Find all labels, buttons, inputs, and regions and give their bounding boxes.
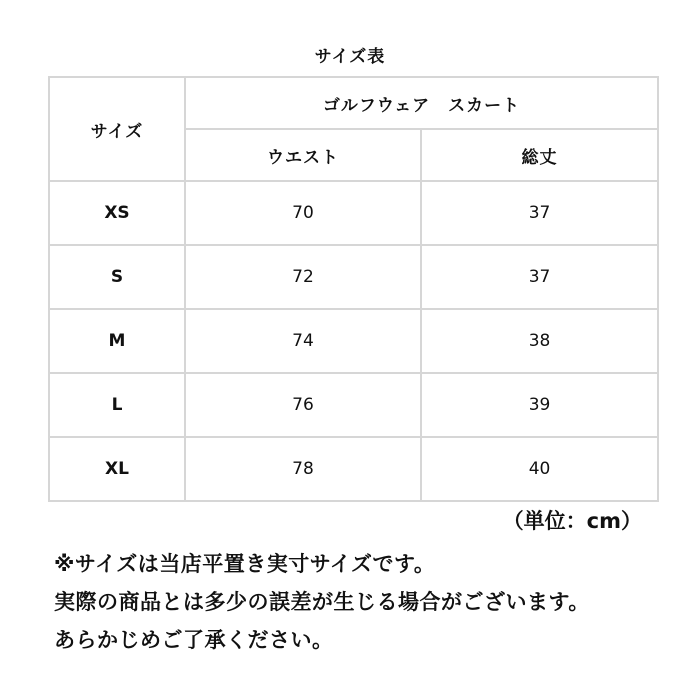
length-cell: 40 bbox=[421, 437, 658, 501]
note-line: 実際の商品とは多少の誤差が生じる場合がございます。 bbox=[54, 590, 590, 614]
unit-label: （単位：cm） bbox=[502, 509, 642, 533]
table-row bbox=[49, 309, 658, 373]
page-title: サイズ表 bbox=[314, 47, 386, 67]
waist-header: ウエスト bbox=[185, 129, 421, 181]
note-line: ※サイズは当店平置き実寸サイズです。 bbox=[54, 552, 436, 576]
size-cell: M bbox=[49, 309, 185, 373]
size-cell: S bbox=[49, 245, 185, 309]
product-header: ゴルフウェア スカート bbox=[185, 77, 658, 129]
table-row bbox=[49, 373, 658, 437]
length-cell: 37 bbox=[421, 245, 658, 309]
waist-cell: 72 bbox=[185, 245, 421, 309]
length-cell: 39 bbox=[421, 373, 658, 437]
size-table bbox=[48, 76, 659, 502]
length-cell: 38 bbox=[421, 309, 658, 373]
size-cell: XL bbox=[49, 437, 185, 501]
notes bbox=[54, 545, 684, 659]
waist-cell: 74 bbox=[185, 309, 421, 373]
length-cell: 37 bbox=[421, 181, 658, 245]
size-header: サイズ bbox=[49, 77, 185, 181]
size-cell: XS bbox=[49, 181, 185, 245]
waist-cell: 70 bbox=[185, 181, 421, 245]
waist-cell: 76 bbox=[185, 373, 421, 437]
table-row bbox=[49, 245, 658, 309]
size-cell: L bbox=[49, 373, 185, 437]
note-line: あらかじめご了承ください。 bbox=[54, 628, 334, 652]
waist-cell: 78 bbox=[185, 437, 421, 501]
length-header: 総丈 bbox=[421, 129, 658, 181]
table-row bbox=[49, 181, 658, 245]
table-row bbox=[49, 437, 658, 501]
table-header-row bbox=[49, 77, 658, 129]
